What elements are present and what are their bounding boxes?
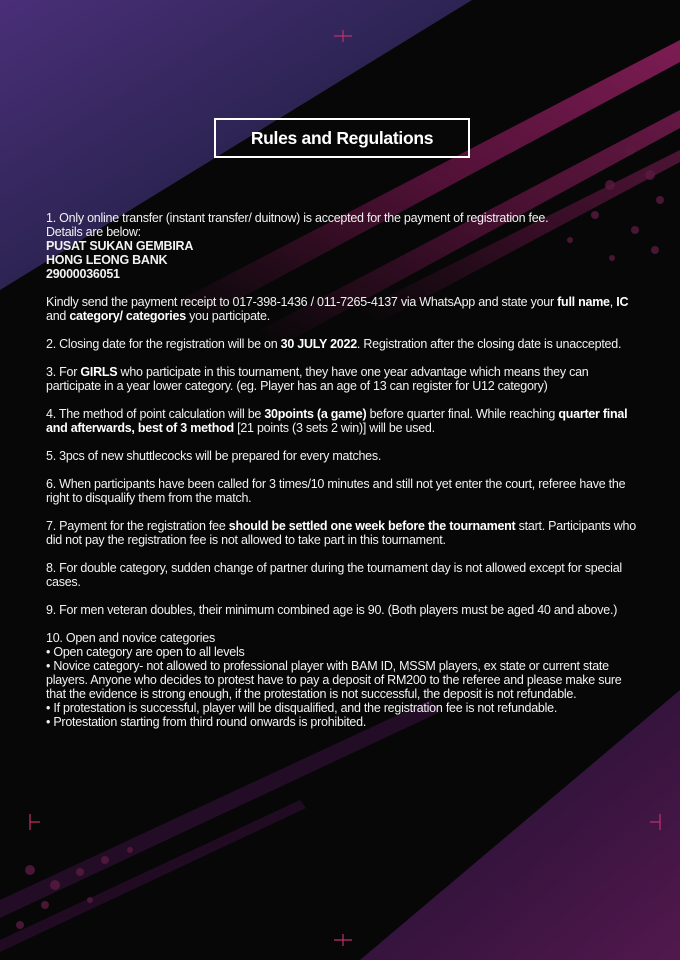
rule-10-bullet: • Novice category- not allowed to professional player with BAM ID, MSSM players, ex state or current state players. Anyone who decides to protest have to pay a deposit of RM200 to the referee and please make sure that the evidence is strong enough, if the protestation is not successful, the deposit is not refundable.	[46, 659, 622, 701]
whatsapp-bold-ic: IC	[616, 295, 629, 309]
rule-3-end: who participate in this tournament, they have one year advantage which means they can participate in a year lower category. (eg. Player has an age of 13 can register for U12 category)	[46, 365, 589, 393]
rule-7-text: 7. Payment for the registration fee	[46, 519, 229, 533]
whatsapp-bold-category: category/ categories	[69, 309, 186, 323]
rules-list	[46, 211, 636, 743]
rule-4-text: 4. The method of point calculation will be	[46, 407, 265, 421]
whatsapp-bold-fullname: full name	[557, 295, 610, 309]
rule-9: 9. For men veteran doubles, their minimum combined age is 90. (Both players must be aged 40 and above.)	[46, 603, 618, 617]
rule-10-bullet: • Open category are open to all levels	[46, 645, 245, 659]
rule-2	[46, 337, 636, 351]
rule-1-text: 1. Only online transfer (instant transfer/ duitnow) is accepted for the payment of registration fee.	[46, 211, 549, 225]
rule-10-bullet: • If protestation is successful, player will be disqualified, and the registration fee is not refundable.	[46, 701, 558, 715]
rule-7-bold: should be settled one week before the tournament	[228, 519, 516, 533]
rule-3	[46, 365, 636, 393]
whatsapp-and: and	[46, 309, 70, 323]
rule-4	[46, 407, 636, 435]
rule-4-bold-1: 30points (a game)	[264, 407, 367, 421]
rule-4-end: [21 points (3 sets 2 win)] will be used.	[233, 421, 435, 435]
account-name: PUSAT SUKAN GEMBIRA	[46, 239, 194, 253]
rule-3-text: 3. For	[46, 365, 81, 379]
rule-1-details-label: Details are below:	[46, 225, 141, 239]
rule-6: 6. When participants have been called for 3 times/10 minutes and still not yet enter the court, referee have the right to disqualify them from the match.	[46, 477, 626, 505]
title-box	[214, 118, 470, 158]
rule-10-bullet: • Protestation starting from third round onwards is prohibited.	[46, 715, 367, 729]
rule-7-end: start. Participants who did not pay the registration fee is not allowed to take part in this tournament.	[46, 519, 636, 547]
rule-10	[46, 631, 636, 729]
rule-3-bold: GIRLS	[80, 365, 118, 379]
rule-1	[46, 211, 636, 281]
rule-2-end: . Registration after the closing date is unaccepted.	[356, 337, 622, 351]
whatsapp-end: you participate.	[185, 309, 270, 323]
rule-8: 8. For double category, sudden change of partner during the tournament day is not allowed except for special cases.	[46, 561, 622, 589]
account-number: 29000036051	[46, 267, 120, 281]
rule-7	[46, 519, 636, 547]
rule-5: 5. 3pcs of new shuttlecocks will be prepared for every matches.	[46, 449, 382, 463]
closing-date: 30 JULY 2022	[280, 337, 357, 351]
rule-10-heading: 10. Open and novice categories	[46, 631, 216, 645]
whatsapp-sep: ,	[609, 295, 617, 309]
whatsapp-text: Kindly send the payment receipt to 017-398-1436 / 011-7265-4137 via WhatsApp and state your	[46, 295, 558, 309]
rule-1-whatsapp	[46, 295, 636, 323]
rule-4-mid: before quarter final. While reaching	[366, 407, 559, 421]
rule-4-bold-2: quarter final and afterwards, best of 3 method	[46, 407, 628, 435]
bank-name: HONG LEONG BANK	[46, 253, 168, 267]
page-title: Rules and Regulations	[250, 127, 434, 148]
rule-2-text: 2. Closing date for the registration will be on	[46, 337, 281, 351]
